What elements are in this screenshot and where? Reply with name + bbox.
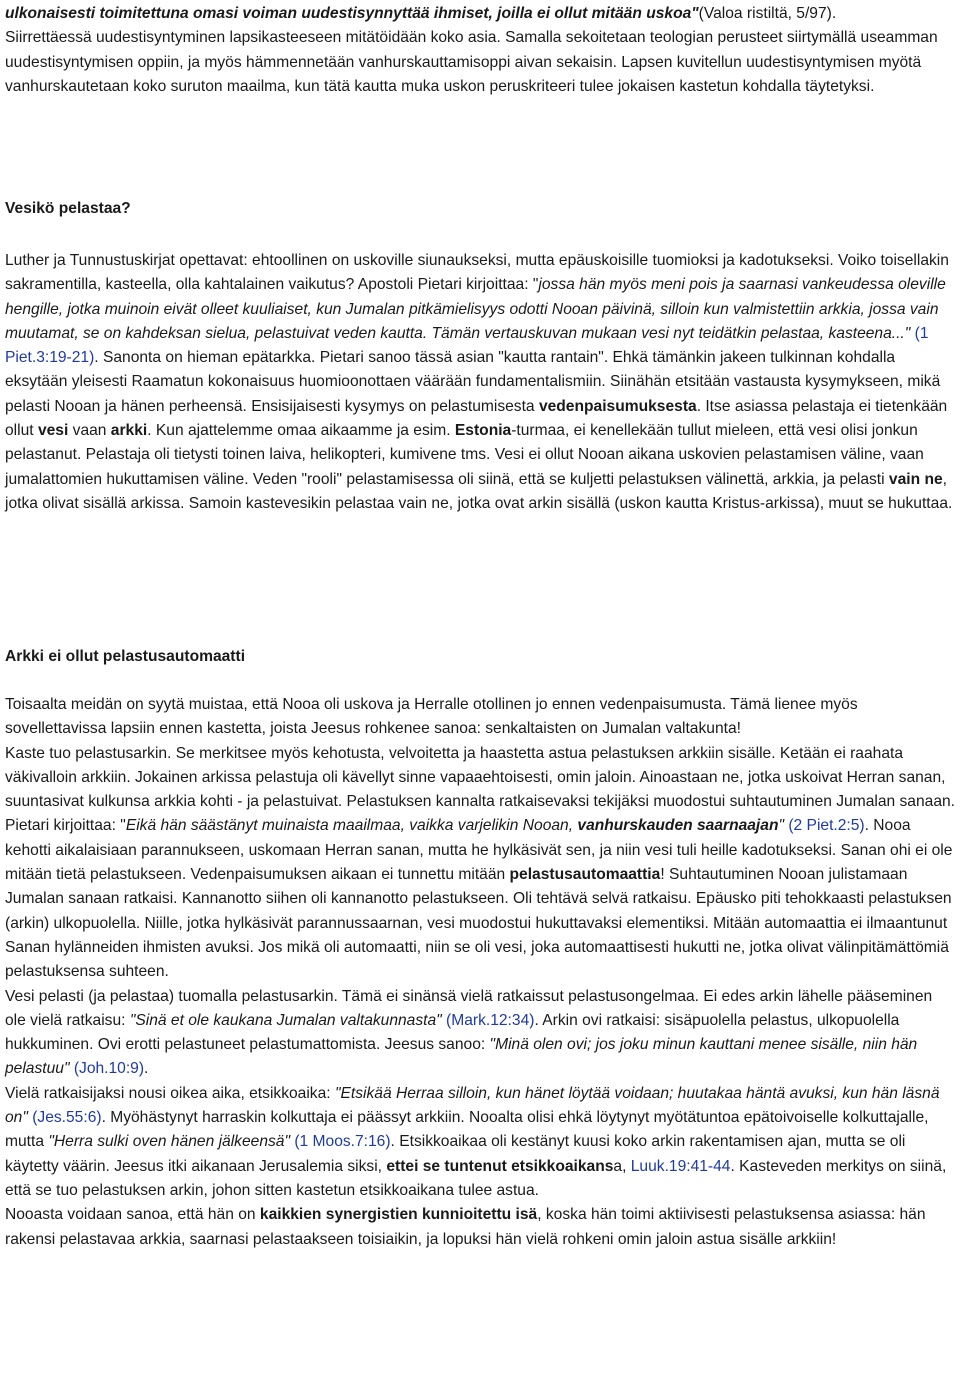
section-paragraph: Toisaalta meidän on syytä muistaa, että Nooa oli uskova ja Herralle otollinen jo ennen vedenpaisumusta. Tämä lienee myös sovellettavissa lapsiin ennen kastetta, joista Jeesus rohkenee sanoa: senkaltaisten on Jumalan valtakunta! [5, 696, 858, 738]
bold-span: kaikkien synergistien kunnioitettu isä [259, 1206, 538, 1224]
section-paragraph [5, 985, 957, 1082]
quote-span: "Minä olen ovi; jos joku minun kauttani menee sisälle, niin hän pelastuu" [5, 1036, 918, 1078]
text-span: Luther ja Tunnustuskirjat opettavat: ehtoollinen on uskoville siunaukseksi, mutta epäuskoisille tuomioksi ja kadotukseksi. Voiko toisellakin sakramentilla, kasteella, olla kahtalainen vaikutus? Apostoli Pietari kirjoittaa: " [5, 252, 949, 294]
section-arkki [5, 645, 957, 669]
text-span: . Kun ajattelemme omaa aikaamme ja esim. [147, 422, 455, 440]
quote-span: " [778, 817, 785, 835]
section-vesiko-body [5, 249, 957, 516]
scripture-reference: (1 Moos.7:16) [290, 1133, 391, 1151]
scripture-reference: (Jes.55:6) [27, 1109, 102, 1127]
text-span: Vesi pelasti (ja pelastaa) tuomalla pelastusarkin. Tämä ei sinänsä vielä ratkaissut pelastusongelmaa. Ei edes arkin lähelle pääseminen ole vielä ratkaisu: [5, 987, 933, 1029]
quote-span: "Etsikää Herraa silloin, kun hänet löytää voidaan; huutakaa häntä avuksi, kun hän läsnä on" [5, 1084, 940, 1127]
bold-span: pelastusautomaattia [509, 866, 661, 884]
bold-span: vedenpaisumuksesta [538, 397, 697, 415]
intro-paragraph-2: Siirrettäessä uudestisyntyminen lapsikasteeseen mitätöidään koko asia. Samalla sekoitetaan teologian perusteet siirtymällä useamman uudestisyntymisen oppiin, ja myös hämmennetään vanhurskauttamisoppi aivan sekaisin. Lapsen kuvitellun uudestisyntymisen myötä vanhurskautetaan koko suruton maailma, kun tätä kautta muka uskon peruskriteeri tulee jokaisen kastetun kohdalla täytetyksi. [5, 29, 938, 95]
scripture-reference: (1 Piet.3:19-21) [5, 324, 929, 367]
quote-text: ulkonaisesti toimitettuna omasi voiman uudestisynnyttää ihmiset, joilla ei ollut mitään uskoa" [5, 5, 699, 22]
section-paragraph [5, 1082, 957, 1203]
section-arkki-body [5, 693, 957, 1252]
section-vesiko [5, 197, 957, 221]
text-span: ! Suhtautuminen Nooan julistamaan Jumalan sanaan ratkaisi. Kannanotto siihen oli kannanotto pelastukseen. Oli tehtävä selvä ratkaisu. Epäusko piti tehokkaasti pelastuksen (arkin) ulkopuolella. Niille, jotka hylkäsivät parannussaarnan, vesi muodostui hukuttavaksi elementiksi. Mitään automaattia ei ilmaantunut Sanan hylänneiden ihmisten avuksi. Jos mikä oli automaatti, niin se oli vesi, joka automaattisesti hukutti ne, jotka olivat välinpitämättömiä pelastuksensa suhteen. [5, 866, 952, 981]
quote-span: Eikä hän säästänyt muinaista maailmaa, vaikka varjelikin Nooan, [125, 817, 578, 835]
section-paragraph [5, 249, 957, 516]
scripture-reference: Luuk.19:41-44 [630, 1157, 731, 1175]
text-span: . Nooa kehotti aikalaisiaan parannukseen, uskomaan Herran sanan, mutta he hylkäsivät sen, ja niin vesi tuli heille kadotukseksi. Sanan ohi ei ole mitään tietä pelastukseen. Vedenpaisumuksen aikaan ei tunnettu mitään [5, 817, 953, 884]
text-span: a, [613, 1157, 631, 1175]
text-span: , koska hän toimi aktiivisesti pelastuksensa asiassa: hän rakensi pelastavaa arkkia, saarnasi pelastaakseen toisiaikin, ja lopuksi hän vielä rohkeni omin jaloin astua sisälle arkkiin! [5, 1206, 926, 1248]
bold-span: ettei se tuntenut etsikkoaikans [386, 1157, 614, 1175]
text-span: . Sanonta on hieman epätarkka. Pietari sanoo tässä asian "kautta rantain". Ehkä tämänkin jakeen tulkinnan kohdalla eksytään yleisesti Raamatun kokonaisuus huomioonottaen väärään fundamentalismiin. Siinähän etsitään vastausta kysymykseen, mikä pelasti Nooan ja hänen perheensä. Ensisijaisesti kysymys on pelastumisesta [5, 349, 941, 415]
text-span: Nooasta voidaan sanoa, että hän on [5, 1206, 260, 1224]
scripture-reference: (Joh.10:9) [69, 1060, 145, 1078]
intro-block [5, 2, 957, 99]
bold-span: Estonia [454, 422, 512, 440]
section-paragraph [5, 1203, 957, 1252]
text-span: , jotka olivat sisällä arkissa. Samoin kastevesikin pelastaa vain ne, jotka ovat arkin sisällä (uskon kautta Kristus-arkissa), muut se hukuttaa. [5, 470, 953, 512]
quote-span: "Herra sulki oven hänen jälkeensä" [48, 1133, 290, 1151]
citation-text: (Valoa ristiltä, 5/97). [698, 5, 837, 22]
text-span: . Arkin ovi ratkaisi: sisäpuolella pelastus, ulkopuolella hukkuminen. Ovi erotti pelastuneet pelastumattomista. Jeesus sanoo: [5, 1011, 900, 1054]
intro-paragraph-1 [5, 2, 957, 26]
section-paragraph [5, 814, 957, 984]
text-span: . Kasteveden merkitys on siinä, että se tuo pelastuksen arkin, johon sitten kastetun etsikkoaikana tulee astua. [5, 1157, 947, 1199]
text-span: . [144, 1060, 149, 1078]
scripture-reference: (2 Piet.2:5) [784, 817, 865, 835]
section-heading: Vesikö pelastaa? [5, 200, 131, 217]
bold-quote-span: vanhurskauden saarnaajan [577, 817, 779, 835]
text-span: Pietari kirjoittaa: " [5, 817, 126, 835]
text-span: vaan [68, 422, 111, 440]
bold-span: vesi [37, 422, 69, 440]
section-heading: Arkki ei ollut pelastusautomaatti [5, 648, 246, 665]
bold-span: vain ne [888, 470, 943, 488]
quote-span: "Sinä et ole kaukana Jumalan valtakunnasta" [129, 1011, 442, 1029]
text-span: . Etsikkoaikaa oli kestänyt kuusi koko arkin rakentamisen ajan, mutta se oli käytetty väärin. Jeesus itki aikanaan Jerusalemia siksi, [5, 1133, 906, 1175]
section-paragraph: Kaste tuo pelastusarkin. Se merkitsee myös kehotusta, velvoitetta ja haastetta astua pelastuksen arkkiin sisälle. Ketään ei raahata väkivalloin arkkiin. Jokainen arkissa pelastuja oli kävellyt sinne vapaaehtoisesti, omin jaloin. Ainoastaan ne, jotka uskoivat Herran sanan, suuntasivat kulkunsa arkkia kohti - ja pelastuivat. Pelastuksen kannalta ratkaisevaksi tekijäksi muodostui suhtautuminen Jumalan sanaan. [5, 744, 956, 811]
text-span: . Myöhästynyt harraskin kolkuttaja ei päässyt arkkiin. Nooalta olisi ehkä löytynyt myötätuntoa epätoivoiselle kolkuttajalle, mutta [5, 1109, 929, 1151]
bold-span: arkki [110, 422, 148, 440]
scripture-reference: (Mark.12:34) [441, 1011, 535, 1029]
text-span: Vielä ratkaisijaksi nousi oikea aika, etsikkoaika: [5, 1084, 335, 1102]
text-span: . Itse asiassa pelastaja ei tietenkään ollut [5, 397, 948, 440]
text-span: -turmaa, ei kenellekään tullut mieleen, että vesi olisi jonkun pelastanut. Pelastaja oli tietysti toinen laiva, helikopteri, kumivene tms. Vesi ei ollut Nooan aikana uskovien pelastamisen väline, vaan jumalattomien hukuttamisen väline. Veden "rooli" pelastamisessa oli siinä, että se kuljetti pelastuksen välinettä, arkkia, ja pelasti [5, 422, 924, 488]
quote-span: jossa hän myös meni pois ja saarnasi vankeudessa oleville hengille, jotka muinoin eivät olleet kuuliaiset, kun Jumalan pitkämielisyys odotti Nooan päivinä, silloin kun valmistettiin arkkia, jossa vain muutamat, se on kahdeksan sielua, pelastuivat veden kautta. Tämän vertauskuvan mukaan vesi nyt teidätkin pelastaa, kasteena..." [5, 276, 946, 342]
